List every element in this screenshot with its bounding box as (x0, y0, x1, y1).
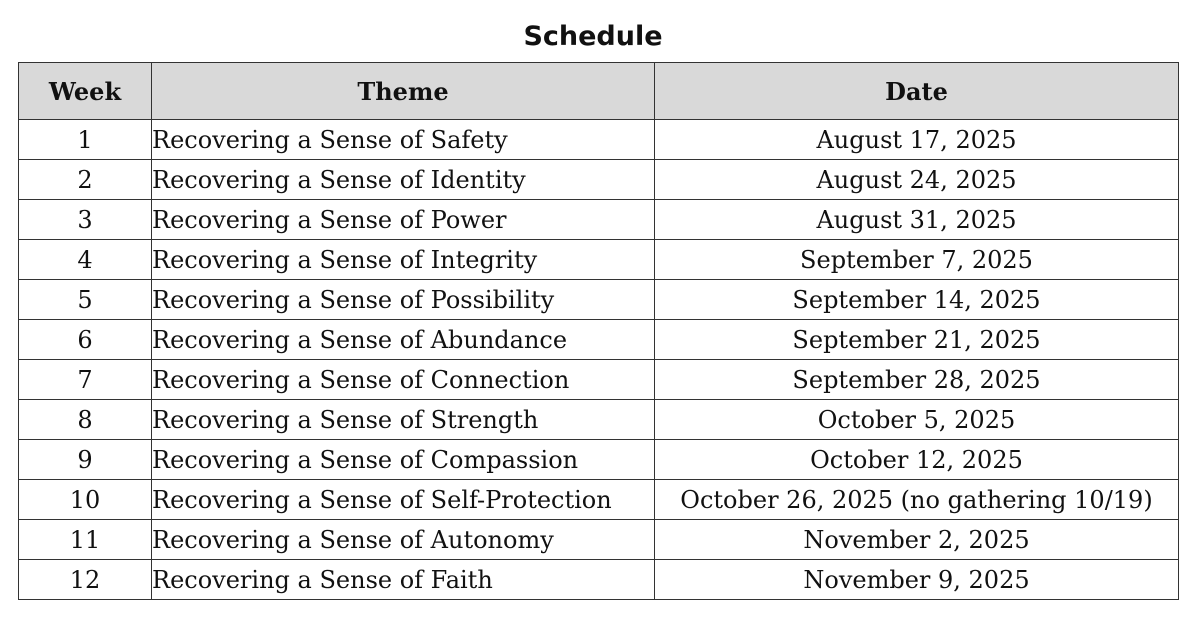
date-cell: November 2, 2025 (655, 520, 1179, 560)
table-row (19, 360, 1179, 400)
week-cell: 5 (19, 280, 152, 320)
week-cell: 1 (19, 120, 152, 160)
week-cell: 11 (19, 520, 152, 560)
date-cell: November 9, 2025 (655, 560, 1179, 600)
column-header-theme: Theme (152, 63, 655, 120)
theme-cell: Recovering a Sense of Safety (152, 120, 655, 160)
theme-cell: Recovering a Sense of Self-Protection (152, 480, 655, 520)
table-row (19, 280, 1179, 320)
week-cell: 12 (19, 560, 152, 600)
theme-cell: Recovering a Sense of Autonomy (152, 520, 655, 560)
theme-cell: Recovering a Sense of Power (152, 200, 655, 240)
theme-cell: Recovering a Sense of Faith (152, 560, 655, 600)
table-row (19, 120, 1179, 160)
week-cell: 9 (19, 440, 152, 480)
schedule-table (18, 62, 1179, 600)
header-row (19, 63, 1179, 120)
week-cell: 10 (19, 480, 152, 520)
date-cell: October 12, 2025 (655, 440, 1179, 480)
week-cell: 7 (19, 360, 152, 400)
date-cell: September 7, 2025 (655, 240, 1179, 280)
week-cell: 6 (19, 320, 152, 360)
theme-cell: Recovering a Sense of Abundance (152, 320, 655, 360)
table-row (19, 320, 1179, 360)
week-cell: 3 (19, 200, 152, 240)
week-cell: 8 (19, 400, 152, 440)
week-cell: 4 (19, 240, 152, 280)
table-row (19, 520, 1179, 560)
table-row (19, 480, 1179, 520)
table-row (19, 560, 1179, 600)
date-cell: September 14, 2025 (655, 280, 1179, 320)
table-body (19, 120, 1179, 600)
week-cell: 2 (19, 160, 152, 200)
date-cell: September 28, 2025 (655, 360, 1179, 400)
theme-cell: Recovering a Sense of Strength (152, 400, 655, 440)
date-cell: September 21, 2025 (655, 320, 1179, 360)
table-row (19, 200, 1179, 240)
date-cell: August 31, 2025 (655, 200, 1179, 240)
theme-cell: Recovering a Sense of Compassion (152, 440, 655, 480)
theme-cell: Recovering a Sense of Identity (152, 160, 655, 200)
date-cell: October 26, 2025 (no gathering 10/19) (655, 480, 1179, 520)
table-row (19, 400, 1179, 440)
date-cell: August 17, 2025 (655, 120, 1179, 160)
date-cell: August 24, 2025 (655, 160, 1179, 200)
theme-cell: Recovering a Sense of Connection (152, 360, 655, 400)
table-header (19, 63, 1179, 120)
date-cell: October 5, 2025 (655, 400, 1179, 440)
theme-cell: Recovering a Sense of Possibility (152, 280, 655, 320)
table-row (19, 240, 1179, 280)
table-row (19, 440, 1179, 480)
page-title: Schedule (523, 21, 663, 52)
column-header-week: Week (19, 63, 152, 120)
table-row (19, 160, 1179, 200)
theme-cell: Recovering a Sense of Integrity (152, 240, 655, 280)
column-header-date: Date (655, 63, 1179, 120)
